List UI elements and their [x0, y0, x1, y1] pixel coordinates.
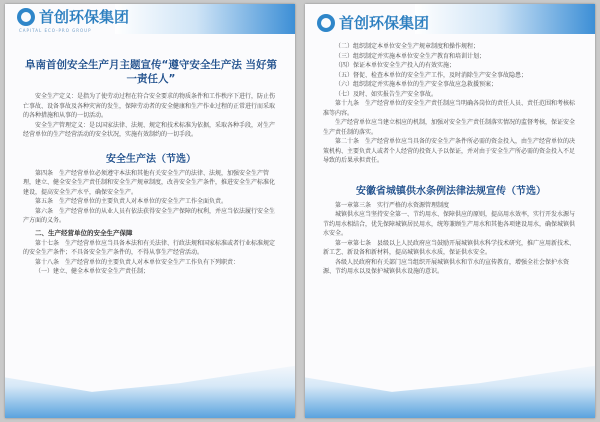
article-4: 第四条 生产经营单位必须遵守本法和其他有关安全生产的法律、法规，加强安全生产管理，建立、健全安全生产责任制和安全生产规章制度，改善安全生产条件，推进安全生产标准化建设，提高安全生产水平，确保安全生产。	[23, 169, 276, 196]
article-19: 第十九条 生产经营单位的安全生产责任制应当明确各岗位的责任人员、责任范围和考核标准等内容。	[323, 100, 576, 117]
duty-item-1: （一）建立、健全本单位安全生产责任制；	[35, 268, 150, 275]
right-content	[323, 42, 579, 277]
article-6: 第六条 生产经营单位的从业人员有依法获得安全生产保障的权利，并应当依法履行安全生产方面的义务。	[23, 207, 276, 224]
water-article-3-heading: 第一章第三条 实行严格的水资源管理制度	[335, 201, 450, 209]
brand-sub: CAPITAL ECO-PRO GROUP	[19, 28, 92, 33]
article-20: 第二十条 生产经营单位应当具备的安全生产条件所必需的资金投入，由生产经营单位的决策机构、主要负责人或者个人经营的投资人予以保证，并对由于安全生产所必需的资金投入不足导致的后果承担责任。	[323, 138, 576, 164]
article-19-b: 生产经营单位应当建立相应的机制，加强对安全生产责任制落实情况的监督考核，保证安全生产责任制的落实。	[323, 119, 576, 136]
left-page	[5, 4, 295, 418]
logo-mark-icon	[17, 8, 35, 26]
duty-item-6: （六）组织制定并实施本单位的生产安全事故应急救援预案；	[335, 81, 498, 88]
page-header	[5, 4, 295, 50]
law-section-title: 安全生产法（节选）	[106, 153, 196, 165]
duty-item-5: （五）督促、检查本单位的安全生产工作，及时消除生产安全事故隐患；	[335, 71, 528, 79]
brand-name: 首创环保集团	[339, 14, 430, 32]
logo-mark-icon	[317, 14, 335, 32]
brand-name: 首创环保集团	[39, 8, 130, 26]
article-5: 第五条 生产经营单位的主要负责人对本单位的安全生产工作全面负责。	[35, 198, 228, 205]
header-gradient-band	[415, 4, 595, 34]
right-page	[305, 4, 595, 418]
water-article-7-b: 各级人民政府和有关部门应当组织开展城镇供水和节水的宣传教育，增强全社会保护水资源、节约用水以及保护城镇供水设施的意识。	[323, 258, 570, 275]
brand-logo	[17, 8, 129, 26]
article-17: 第十七条 生产经营单位应当具备本法和有关法律、行政法规和国家标准或者行业标准规定的安全生产条件；不具备安全生产条件的，不得从事生产经营活动。	[23, 239, 276, 256]
footer-wave	[5, 360, 295, 418]
article-18: 第十八条 生产经营单位的主要负责人对本单位安全生产工作负有下列职责：	[35, 258, 240, 266]
water-section-title: 安徽省城镇供水条例法律法规宣传（节选）	[356, 185, 546, 197]
definition-management: 安全生产管理定义：是以国家法律、法规、规定和技术标准为依据，采取各种手段，对生产经营单位的生产经营活动的安全状况，实施有效制约的一切手段。	[23, 121, 276, 138]
duty-item-7: （七）及时、如实报告生产安全事故。	[335, 90, 438, 98]
page-title: 阜南首创安全生产月主题宣传“遵守安全生产法 当好第一责任人”	[24, 59, 278, 85]
duty-item-3: （三）组织制定并实施本单位安全生产教育和培训计划；	[335, 52, 486, 60]
water-article-7: 第一章第七条 县级以上人民政府应当鼓励开展城镇供水科学技术研究，推广应用新技术、新工艺、新设备和新材料，提高城镇供水水质，保证供水安全。	[323, 239, 576, 256]
chapter-heading: 二、生产经营单位的安全生产保障	[35, 228, 133, 237]
brand-logo	[317, 14, 429, 32]
duty-item-4: （四）保证本单位安全生产投入的有效实施；	[335, 62, 456, 69]
definition-safety: 安全生产定义：是指为了使劳动过程在符合安全要求的物质条件和工作秩序下进行，防止伤亡事故、设备事故及各种灾害的发生，保障劳动者的安全健康和生产作业过程的正常进行而采取的各种措施和从事的一切活动。	[23, 93, 276, 119]
left-content	[23, 58, 279, 277]
water-article-3-text: 城镇供水应当坚持安全第一、节约用水、保障供应的原则，提高用水效率，实行开发水源与节约用水相结合，优先保障城镇居民用水，统筹兼顾生产用水和其他各项建设用水，确保城镇供水安全。	[323, 211, 576, 237]
header-gradient-band	[115, 4, 295, 34]
footer-wave	[305, 360, 595, 418]
duty-item-2: （二）组织制定本单位安全生产规章制度和操作规程；	[335, 43, 480, 50]
